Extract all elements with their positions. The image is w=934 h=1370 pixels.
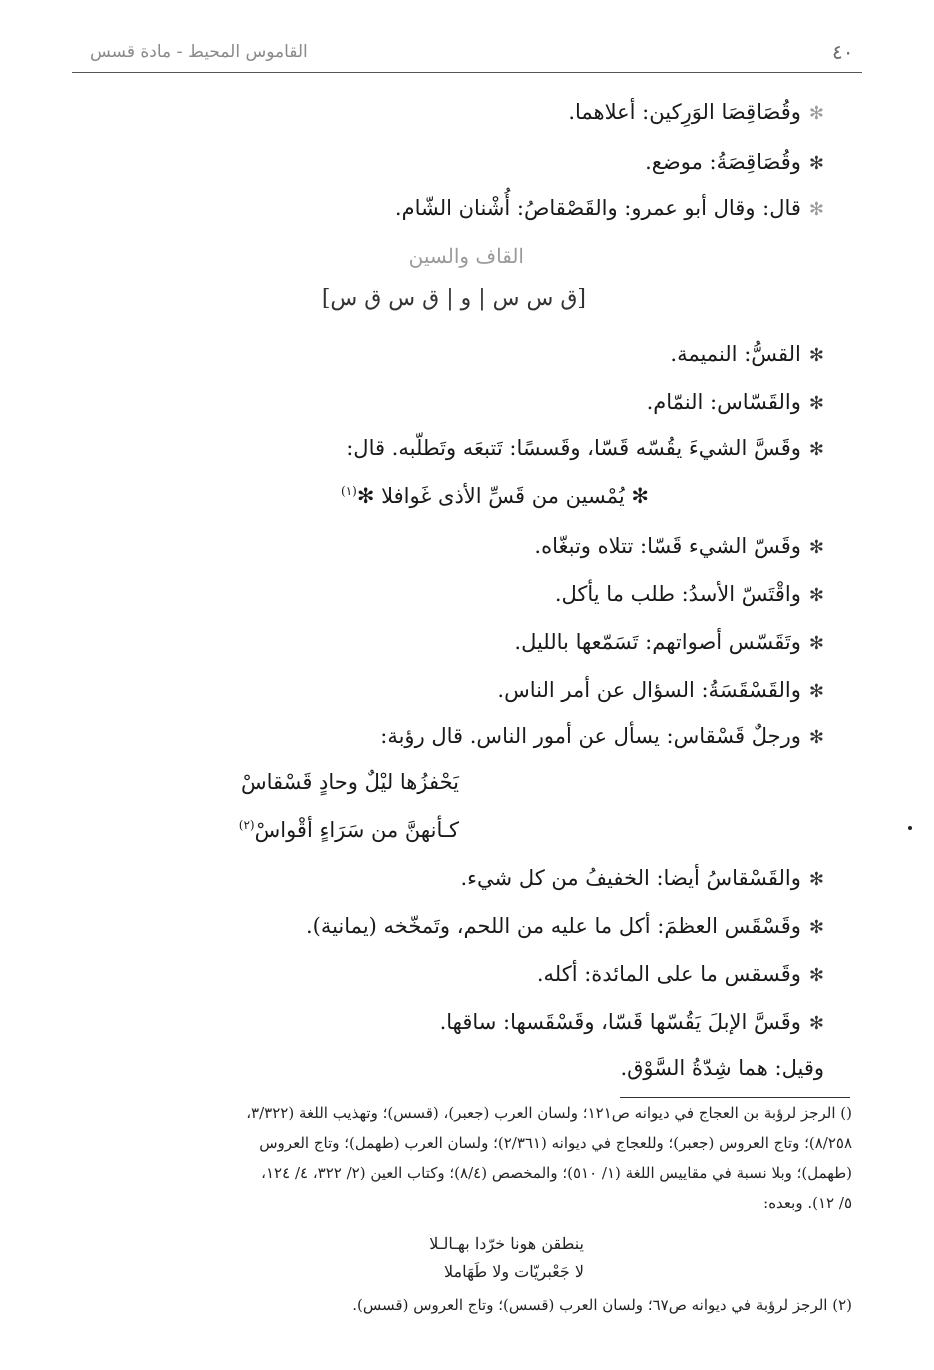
entry-star: ✻ (808, 537, 824, 558)
entry (346, 436, 824, 460)
entry (620, 1056, 824, 1080)
entry-star: ✻ (808, 585, 824, 606)
entry-text: قال: وقال أبو عمرو: والقَصْقاصُ: أُشْنان الشّام. (394, 196, 801, 220)
entry-star: ✻ (808, 345, 824, 366)
entry-text: واقْتَسّ الأسدُ: طلب ما يأكل. (554, 582, 801, 606)
entry-text: والقَسْقاسُ أيضا: الخفيفُ من كل شيء. (460, 866, 801, 890)
entry (395, 196, 824, 220)
footnote-line: (طهمل)؛ وبلا نسبة في مقاييس اللغة (١/ ٥١٠)؛ والمخصص (٨/٤)؛ وكتاب العين (٢/ ٣٢٢، ٤/ ١٢٤، (261, 1164, 852, 1182)
entry (647, 390, 824, 414)
footnote-marker: (١) (341, 484, 357, 498)
entry-star: ✻ (808, 681, 824, 702)
entry-star: ✻ (808, 439, 824, 460)
verse-line (239, 818, 459, 842)
verse-text: ✻ يُمْسين من قَسِّ الأذى غَوافلا ✻ (356, 484, 649, 508)
entry-text: وقَسْقَس العظمَ: أكل ما عليه من اللحم، وتَمخّخه (يمانية). (305, 914, 801, 938)
entry (537, 962, 824, 986)
entry (670, 342, 824, 366)
footnote-line: (٢) الرجز لرؤبة في ديوانه ص٦٧؛ ولسان العرب (قسس)؛ وتاج العروس (قسس). (352, 1296, 852, 1314)
entry (461, 866, 825, 890)
entry-text: وقُصَاقِصَةُ: موضع. (645, 150, 801, 174)
entry (568, 100, 824, 124)
running-head: القاموس المحيط - مادة قسس (90, 42, 308, 62)
entry-star: ✻ (808, 153, 824, 174)
entry-text: والقَسّاس: النمّام. (646, 390, 801, 414)
section-roots: [ق س س | و | ق س ق س] (321, 286, 586, 311)
verse-line (341, 484, 649, 508)
footnote-verse: لا جَعْبريّات ولا طَهَاملا (444, 1262, 584, 1281)
entry-star: ✻ (808, 965, 824, 986)
entry-text: ورجلٌ قَسْقاس: يسأل عن أمور الناس. قال رؤبة: (380, 724, 801, 748)
entry-text: وقَسّ الشيء قَسّا: تتلاه وتبغّاه. (534, 534, 801, 558)
entry-star: ✻ (808, 1013, 824, 1034)
entry (497, 678, 824, 702)
entry-text: وقيل: هما شِدّةُ السَّوْق. (620, 1056, 824, 1080)
entry-text: وقَسقس ما على المائدة: أكله. (536, 962, 801, 986)
entry-text: وقَسَّ الشيءَ يقُسّه قَسّا، وقَسسًا: تَتبعَه وتَطلّبه. قال: (346, 436, 801, 460)
entry (534, 534, 824, 558)
entry-star: ✻ (808, 103, 824, 124)
entry-star: ✻ (808, 917, 824, 938)
header-rule (72, 72, 862, 73)
entry-star: ✻ (808, 393, 824, 414)
entry-star: ✻ (808, 727, 824, 748)
footnote-rule (620, 1097, 850, 1098)
entry (380, 724, 824, 748)
footnote-marker: (٢) (238, 818, 255, 832)
entry-text: القسُّ: النميمة. (670, 342, 801, 366)
entry-star: ✻ (808, 869, 824, 890)
entry-text: وقُصَاقِصَا الوَرِكين: أعلاهما. (568, 100, 801, 124)
verse-line: يَحْفزُها ليْلٌ وحادٍ قَسْقاسْ (240, 770, 459, 794)
footnote-line: () الرجز لرؤبة بن العجاج في ديوانه ص١٢١؛ ولسان العرب (جعبر)، (قسس)؛ وتهذيب اللغة (٣/٣٢٢، (246, 1104, 852, 1122)
verse-text: كـأنهنَّ من سَرَاءٍ أقْواسْ (254, 818, 459, 842)
section-title: القاف والسين (408, 244, 524, 268)
footnote-verse: ينطقن هونا خرّدا بهـالـلا (429, 1234, 584, 1253)
entry (645, 150, 824, 174)
entry-text: وتَقَسّس أصواتهم: تَسَمّعها بالليل. (514, 630, 801, 654)
entry-text: وقَسَّ الإبلَ يَقُسّها قَسّا، وقَسْقَسها: ساقها. (439, 1010, 801, 1034)
margin-dot (908, 826, 912, 830)
footnote-line: ٨/٢٥٨)؛ وتاج العروس (جعبر)؛ وللعجاج في ديوانه (٢/٣٦١)؛ ولسان العرب (طهمل)؛ وتاج العروس (259, 1134, 852, 1152)
page-number: ٤٠ (832, 40, 854, 64)
entry (440, 1010, 824, 1034)
entry-star: ✻ (808, 633, 824, 654)
entry-text: والقَسْقَسَةُ: السؤال عن أمر الناس. (497, 678, 801, 702)
entry (514, 630, 824, 654)
entry-star: ✻ (808, 199, 824, 220)
footnote-line: ٥/ ١٢). وبعده: (763, 1194, 852, 1212)
entry (306, 914, 824, 938)
entry (555, 582, 824, 606)
